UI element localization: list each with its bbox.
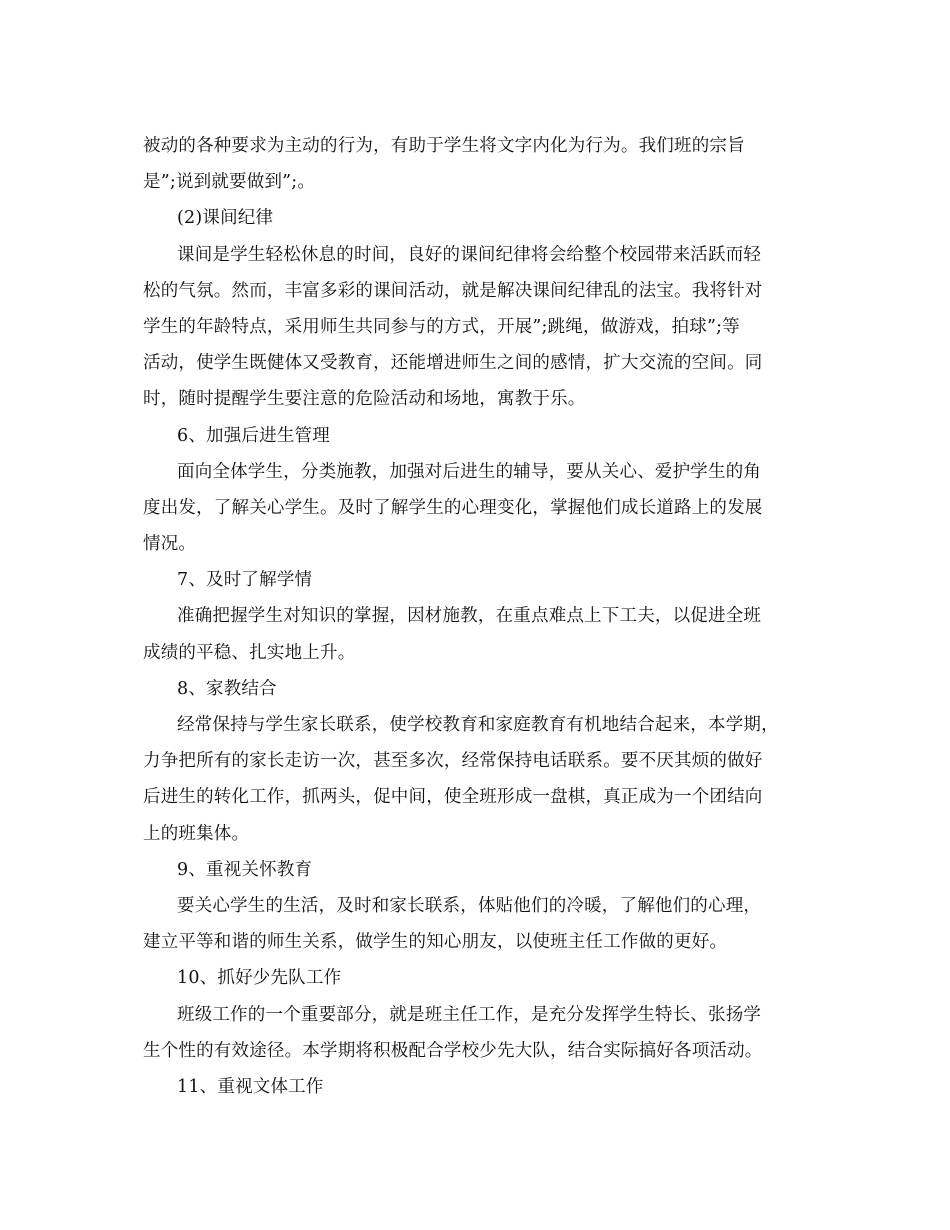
text-line: 松的气氛。然而，丰富多彩的课间活动，就是解决课间纪律乱的法宝。我将针对 bbox=[143, 280, 763, 301]
section-heading: 8、家教结合 bbox=[177, 678, 277, 699]
paragraph-first-line: 班级工作的一个重要部分，就是班主任工作，是充分发挥学生特长、张扬学 bbox=[177, 1004, 762, 1025]
text-line: 度出发，了解关心学生。及时了解学生的心理变化，掌握他们成长道路上的发展 bbox=[143, 497, 763, 518]
section-heading: 7、及时了解学情 bbox=[177, 570, 313, 591]
text-line: 是”;说到就要做到”;。 bbox=[143, 172, 316, 193]
text-line: 时，随时提醒学生要注意的危险活动和场地，寓教于乐。 bbox=[143, 389, 586, 410]
text-line: 建立平等和谐的师生关系，做学生的知心朋友，以使班主任工作做的更好。 bbox=[143, 932, 728, 953]
section-heading: 11、重视文体工作 bbox=[177, 1076, 324, 1097]
text-line: 情况。 bbox=[143, 534, 197, 555]
section-heading: 10、抓好少先队工作 bbox=[177, 968, 342, 989]
text-line: 力争把所有的家长走访一次，甚至多次，经常保持电话联系。要不厌其烦的做好 bbox=[143, 751, 763, 772]
paragraph-first-line: 要关心学生的生活，及时和家长联系，体贴他们的冷暖，了解他们的心理， bbox=[177, 895, 762, 916]
section-heading: 6、加强后进生管理 bbox=[177, 425, 330, 446]
text-line: 学生的年龄特点，采用师生共同参与的方式，开展”;跳绳，做游戏，拍球”;等 bbox=[143, 316, 740, 337]
paragraph-first-line: 经常保持与学生家长联系，使学校教育和家庭教育有机地结合起来，本学期， bbox=[177, 715, 779, 735]
text-line: 上的班集体。 bbox=[143, 823, 250, 844]
paragraph-first-line: 面向全体学生，分类施教，加强对后进生的辅导，要从关心、爱护学生的角 bbox=[177, 461, 762, 482]
text-line: 被动的各种要求为主动的行为，有助于学生将文字内化为行为。我们班的宗旨 bbox=[143, 136, 745, 156]
paragraph-first-line: 课间是学生轻松休息的时间，良好的课间纪律将会给整个校园带来活跃而轻 bbox=[177, 244, 762, 265]
paragraph-first-line: 准确把握学生对知识的掌握，因材施教，在重点难点上下工夫，以促进全班 bbox=[177, 606, 762, 627]
text-line: 后进生的转化工作，抓两头，促中间，使全班形成一盘棋，真正成为一个团结向 bbox=[143, 787, 763, 808]
text-line: 活动，使学生既健体又受教育，还能增进师生之间的感情，扩大交流的空间。同 bbox=[143, 353, 763, 374]
section-heading: 9、重视关怀教育 bbox=[177, 859, 313, 880]
text-line: 生个性的有效途径。本学期将积极配合学校少先大队，结合实际搞好各项活动。 bbox=[143, 1040, 763, 1061]
section-heading: (2)课间纪律 bbox=[177, 208, 274, 229]
text-line: 成绩的平稳、扎实地上升。 bbox=[143, 642, 356, 663]
document-body bbox=[143, 128, 808, 1105]
